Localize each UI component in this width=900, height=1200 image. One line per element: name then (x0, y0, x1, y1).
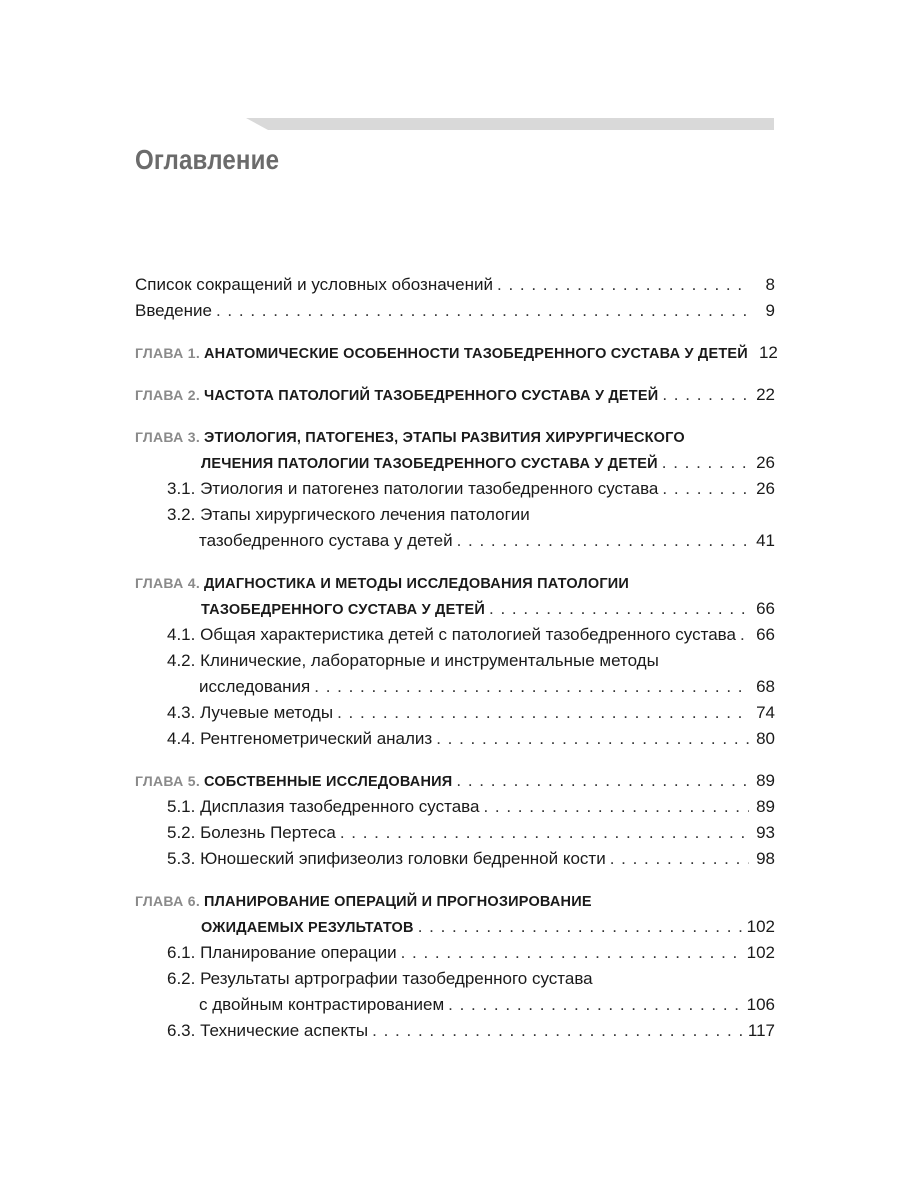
toc-page-number: 89 (756, 771, 775, 790)
toc-chapter-4-line2[interactable] (135, 596, 775, 622)
toc-page-number: 26 (756, 453, 775, 472)
toc-page-number: 80 (756, 729, 775, 748)
toc-page-number: 89 (756, 797, 775, 816)
toc-entry-introduction[interactable] (135, 298, 775, 324)
toc-section-4-2-line1[interactable] (135, 648, 775, 674)
leader-dots (662, 476, 749, 502)
toc-section-6-3[interactable] (135, 1018, 775, 1044)
toc-section-4-3[interactable] (135, 700, 775, 726)
chapter-label: ГЛАВА 1. (135, 345, 201, 361)
chapter-label: ГЛАВА 3. (135, 429, 201, 445)
chapter-label: ГЛАВА 4. (135, 575, 201, 591)
section-text: 5.2. Болезнь Пертеса (167, 823, 336, 842)
toc-section-4-2-line2[interactable] (135, 674, 775, 700)
toc-section-6-1[interactable] (135, 940, 775, 966)
section-text: 3.1. Этиология и патогенез патологии тазобедренного сустава (167, 479, 659, 498)
section-text-continued: тазобедренного сустава у детей (199, 531, 453, 550)
toc-page-number: 26 (756, 479, 775, 498)
chapter-title-continued: ОЖИДАЕМЫХ РЕЗУЛЬТАТОВ (201, 920, 414, 936)
toc-chapter-3-line2[interactable] (135, 450, 775, 476)
toc-chapter-2[interactable] (135, 382, 775, 408)
section-text: 5.3. Юношеский эпифизеолиз головки бедренной кости (167, 849, 606, 868)
toc-page-number: 68 (756, 677, 775, 696)
toc-section-6-2-line1[interactable] (135, 966, 775, 992)
toc-page-number: 9 (765, 301, 775, 320)
leader-dots (740, 622, 749, 648)
section-text: 4.3. Лучевые методы (167, 703, 334, 722)
leader-dots (456, 768, 749, 794)
chapter-title: ПЛАНИРОВАНИЕ ОПЕРАЦИЙ И ПРОГНОЗИРОВАНИЕ (204, 894, 592, 910)
toc-chapter-6-line2[interactable] (135, 914, 775, 940)
toc-page-number: 12 (758, 343, 778, 362)
chapter-label: ГЛАВА 2. (135, 387, 201, 403)
leader-dots (216, 298, 749, 324)
toc-section-5-1[interactable] (135, 794, 775, 820)
toc-entry-text: Введение (135, 301, 212, 320)
toc-section-5-3[interactable] (135, 846, 775, 872)
toc-section-4-1[interactable] (135, 622, 775, 648)
leader-dots (662, 382, 749, 408)
leader-dots (489, 596, 749, 622)
toc-chapter-4-line1[interactable] (135, 570, 775, 596)
toc-page-number: 102 (746, 917, 775, 936)
leader-dots (401, 940, 743, 966)
leader-dots (436, 726, 749, 752)
toc-chapter-6-line1[interactable] (135, 888, 775, 914)
toc-entry-abbreviations[interactable] (135, 272, 775, 298)
section-text: 6.3. Технические аспекты (167, 1021, 369, 1040)
toc-chapter-1[interactable] (135, 340, 778, 366)
toc-section-3-2-line2[interactable] (135, 528, 775, 554)
section-text: 4.4. Рентгенометрический анализ (167, 729, 433, 748)
toc-page-number: 93 (756, 823, 775, 842)
leader-dots (372, 1018, 744, 1044)
chapter-label: ГЛАВА 6. (135, 893, 201, 909)
toc-section-4-4[interactable] (135, 726, 775, 752)
toc-section-5-2[interactable] (135, 820, 775, 846)
chapter-title-continued: ТАЗОБЕДРЕННОГО СУСТАВА У ДЕТЕЙ (201, 602, 485, 618)
section-text-continued: исследования (199, 677, 311, 696)
chapter-label: ГЛАВА 5. (135, 773, 201, 789)
toc-page-number: 98 (756, 849, 775, 868)
page-title: Оглавление (135, 144, 280, 175)
chapter-title: ЧАСТОТА ПАТОЛОГИЙ ТАЗОБЕДРЕННОГО СУСТАВА У ДЕТЕЙ (204, 388, 659, 404)
leader-dots (314, 674, 749, 700)
chapter-title-continued: ЛЕЧЕНИЯ ПАТОЛОГИИ ТАЗОБЕДРЕННОГО СУСТАВА У ДЕТЕЙ (201, 456, 658, 472)
toc-page-number: 66 (756, 599, 775, 618)
toc-page-number: 66 (756, 625, 775, 644)
chapter-title: ЭТИОЛОГИЯ, ПАТОГЕНЕЗ, ЭТАПЫ РАЗВИТИЯ ХИРУРГИЧЕСКОГО (204, 430, 685, 446)
leader-dots (340, 820, 749, 846)
leader-dots (497, 272, 749, 298)
toc-section-3-2-line1[interactable] (135, 502, 775, 528)
leader-dots (337, 700, 749, 726)
table-of-contents (135, 272, 778, 1044)
toc-page-number: 117 (747, 1021, 775, 1040)
section-text: 6.2. Результаты артрографии тазобедренного сустава (167, 969, 593, 988)
toc-page-number: 74 (756, 703, 775, 722)
section-text: 3.2. Этапы хирургического лечения патологии (167, 505, 530, 524)
section-text: 4.1. Общая характеристика детей с патологией тазобедренного сустава (167, 625, 736, 644)
leader-dots (418, 914, 743, 940)
toc-section-6-2-line2[interactable] (135, 992, 775, 1018)
toc-page-number: 102 (746, 943, 775, 962)
toc-chapter-5[interactable] (135, 768, 775, 794)
toc-page-number: 106 (746, 995, 775, 1014)
leader-dots (662, 450, 749, 476)
toc-page-number: 22 (756, 385, 775, 404)
chapter-title: АНАТОМИЧЕСКИЕ ОСОБЕННОСТИ ТАЗОБЕДРЕННОГО СУСТАВА У ДЕТЕЙ (204, 346, 748, 362)
section-text: 4.2. Клинические, лабораторные и инструментальные методы (167, 651, 659, 670)
section-text-continued: с двойным контрастированием (199, 995, 445, 1014)
toc-section-3-1[interactable] (135, 476, 775, 502)
toc-entry-text: Список сокращений и условных обозначений (135, 275, 493, 294)
toc-chapter-3-line1[interactable] (135, 424, 775, 450)
chapter-title: ДИАГНОСТИКА И МЕТОДЫ ИССЛЕДОВАНИЯ ПАТОЛОГИИ (204, 576, 630, 592)
leader-dots (483, 794, 749, 820)
leader-dots (448, 992, 742, 1018)
leader-dots (610, 846, 749, 872)
toc-page-number: 41 (756, 531, 775, 550)
chapter-title: СОБСТВЕННЫЕ ИССЛЕДОВАНИЯ (204, 774, 453, 790)
toc-page-number: 8 (765, 275, 775, 294)
leader-dots (457, 528, 749, 554)
section-text: 5.1. Дисплазия тазобедренного сустава (167, 797, 480, 816)
section-text: 6.1. Планирование операции (167, 943, 397, 962)
header-decorative-bar (246, 118, 774, 130)
